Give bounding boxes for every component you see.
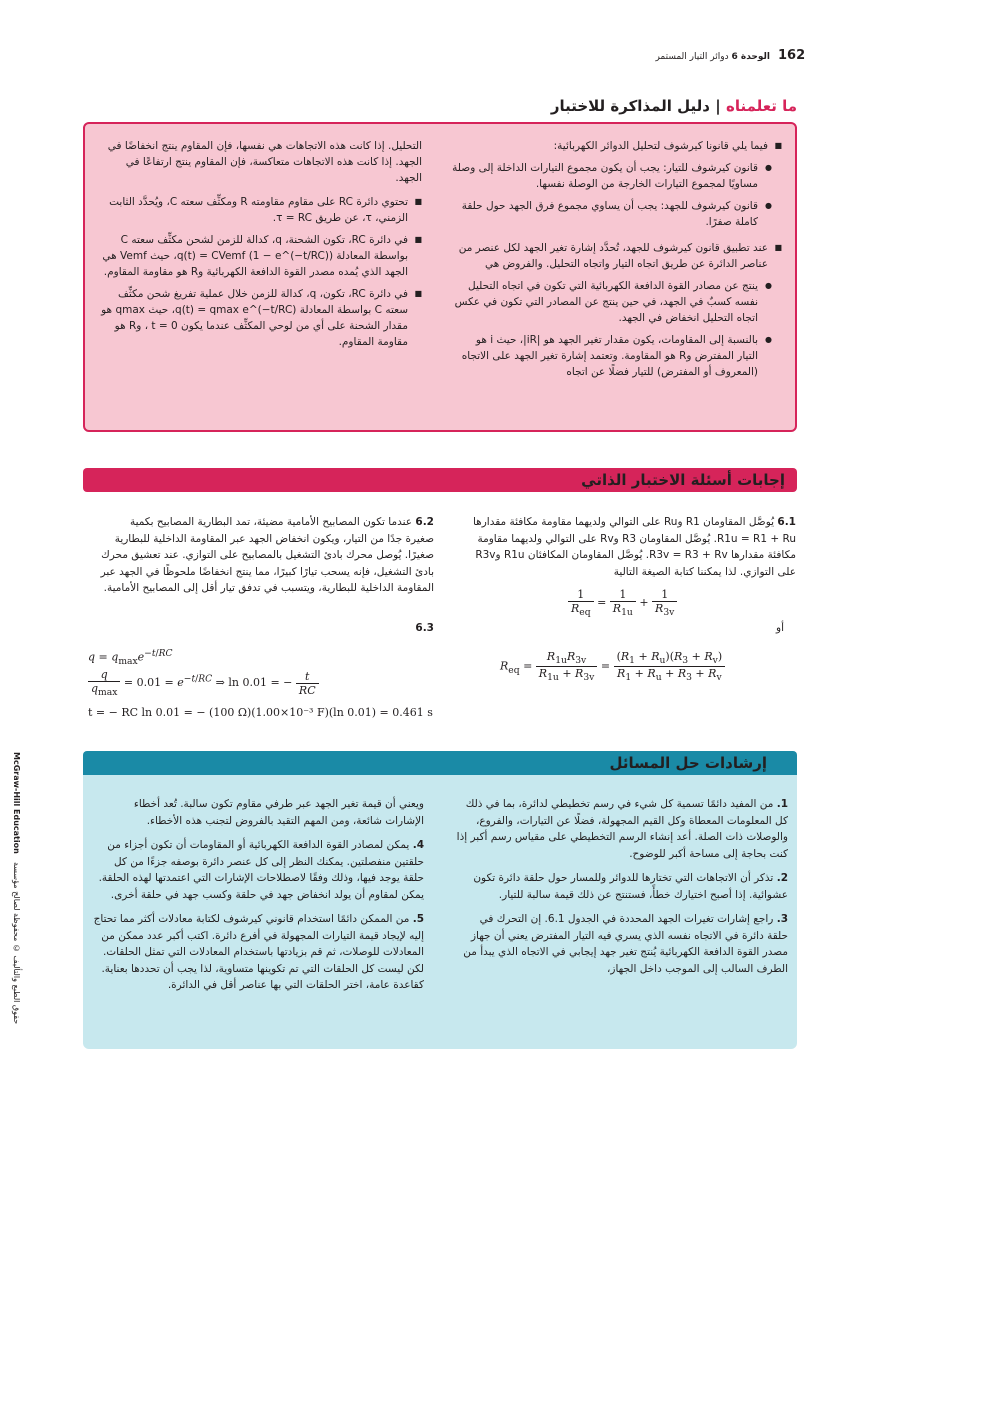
title-separator: |	[715, 97, 721, 115]
study-bullet-emf: ● ينتج عن مصادر القوة الدافعة الكهربائية التي تكون في اتجاه التحليل نفسه كسبٌ في الجهد، في حين ينتج عن المصادر التي تكون في عكس اتجاه التحليل انخفاض في الجهد.	[452, 278, 772, 326]
answer-6-1-text: يُوصَّل المقاومان R1 وRu على التوالي ولديهما مقاومة مكافئة مقدارها R1u = R1 + Ru. يُوصَّل المقاومان R3 وRv على التوالي ولديهما مقاومة مكافئة مقدارها R3v = R3 + Rv. يُوصَّل المقاومان المكافئان R1u وR3v على التوازي. لذا يمكننا كتابة الصيغة التالية	[472, 516, 796, 578]
tip-4-number: 4.	[412, 839, 424, 851]
equation-time: t = − RC ln 0.01 = − (100 Ω)(1.00×10⁻³ F)(ln 0.01) = 0.461 s	[88, 706, 433, 719]
answer-6-3-label: 6.3	[415, 622, 434, 634]
tips-right-column	[456, 796, 788, 977]
study-bullet-current-law: ● قانون كيرشوف للتيار: يجب أن يكون مجموع التيارات الداخلة إلى وصلة مساويًا لمجموع التيارات الخارجة من الوصلة نفسها.	[452, 160, 772, 192]
tip-3	[456, 911, 788, 977]
tip-5-text: من الممكن دائمًا استخدام قانوني كيرشوف لكتابة معادلات أكثر مما تحتاج إليه لإيجاد قيمة التيارات المجهولة في أفرع دائرة. اكتب أكبر عدد ممكن من المعادلات للوصلات، ثم قم بزيادتها باستخدام المعادلات التي تمثل الحلقات. لكن ليست كل الحلقات التي تم تكوينها متساوية، لذا يجب أن تحددها بعناية. كقاعدة عامة، اختر الحلقات التي بها عناصر أقل في الدائرة.	[93, 913, 424, 991]
unit-label: الوحدة 6	[731, 52, 770, 62]
study-item-rc-circuit: ■ تحتوي دائرة RC على مقاوم مقاومته R ومكثِّف سعته C، ويُحدَّد الثابت الزمني، τ، عن طريق τ = RC.	[98, 194, 422, 226]
tip-3-text: راجع إشارات تغيرات الجهد المحددة في الجدول 6.1. إن التحرك في حلقة دائرة في الاتجاه نفسه الذي يسري فيه التيار المفترض يعني أن جهاز مصدر القوة الدافعة الكهربائية يُنتج تغير جهد إيجابي في الاتجاه الذي يبدأ من الطرف السالب إلى الموجب داخل الجهاز،	[463, 913, 788, 975]
running-header	[600, 52, 770, 62]
study-item-rc-discharging: ■ في دائرة RC، تكون، q، كدالة للزمن خلال عملية تفريغ شحن مكثِّف سعته C بواسطة المعادلة q(t) = qmax e^(−t/RC)، حيث qmax هو مقدار الشحنة على أي من لوحي المكثِّف عندما يكون t = 0 ، وR هو مقاومة المقاوم.	[98, 286, 422, 350]
study-continuation: التحليل. إذا كانت هذه الاتجاهات هي نفسها، فإن المقاوم ينتج انخفاضًا في الجهد. إذا كانت هذه الاتجاهات متعاكسة، فإن المقاوم ينتج ارتفاعًا في الجهد.	[107, 140, 422, 184]
study-bullet-voltage-law: ● قانون كيرشوف للجهد: يجب أن يساوي مجموع فرق الجهد حول حلقة كاملة صفرًا.	[452, 198, 772, 230]
equation-req-sum: 1 $R_{eq}$ = $\frac{1}{R_{1u}}$ + $\frac{1}{R_{3v}}$	[568, 588, 677, 618]
or-label: أو	[776, 622, 784, 634]
publisher-name: McGraw-Hill Education	[12, 752, 21, 854]
tip-2-text: تذكر أن الاتجاهات التي تختارها للدوائر وللمسار حول حلقة دائرة تكون عشوائية. إذا أصبح اختيارك خطأً، فستنتج عن ذلك قيمة سالبة للتيار.	[473, 872, 788, 901]
unit-title: دوائر التيار المستمر	[655, 52, 729, 62]
study-guide-title-red: ما تعلمناه	[725, 97, 797, 115]
tip-5-number: 5.	[412, 913, 424, 925]
tip-3-continuation: ويعني أن قيمة تغير الجهد عبر طرفي مقاوم تكون سالبة. تُعد أخطاء الإشارات شائعة، ومن المهم التقيد بالفروض لتجنب هذه الأخطاء.	[133, 798, 424, 827]
study-item-rc-charging: ■ في دائرة RC، تكون الشحنة، q، كدالة للزمن لشحن مكثِّف سعته C بواسطة المعادلة q(t) = CVemf (1 − e^(−t/RC))، حيث Vemf هي الجهد الذي يُمده مصدر القوة الدافعة الكهربائية وR هو مقاومة المقاوم.	[98, 232, 422, 280]
equation-req-result: $R_{eq}$ = $\frac{R_{1u}R_{3v}}{R_{1u} + R_{3v}}$ = $\frac{(R_1 + R_u)(R_3 + R_v)}{R_1 + R_u + R_3 + R_v}$	[500, 650, 725, 683]
study-item-sign-conventions: ■ عند تطبيق قانون كيرشوف للجهد، تُحدَّد إشارة تغير الجهد لكل عنصر من عناصر الدائرة عن طريق اتجاه التيار واتجاه التحليل. والفروض هي	[452, 240, 782, 272]
tip-2	[456, 870, 788, 903]
tip-1-text: من المفيد دائمًا تسمية كل شيء في رسم تخطيطي لدائرة، بما في ذلك كل المعلومات المعطاة وكل القيم المجهولة، فضلًا عن التيارات، والفروع، والوصلات ذات الصلة. أعد إنشاء الرسم التخطيطي على مقياس رسم أكبر إذا كنت بحاجة إلى مساحة أكبر للوضوح.	[456, 798, 788, 860]
answer-6-1	[468, 514, 796, 580]
study-bullet-resistors: ● بالنسبة إلى المقاومات، يكون مقدار تغير الجهد هو |iR|، حيث i هو التيار المفترض وR هو المقاومة. وتعتمد إشارة تغير الجهد على الاتجاه (المعروف أو المفترض) للتيار فضلًا عن اتجاه	[452, 332, 772, 380]
tips-banner	[83, 751, 797, 775]
side-copyright	[12, 752, 21, 1025]
tip-5	[92, 911, 424, 994]
self-test-title: إجابات أسئلة الاختبار الذاتي	[581, 471, 785, 489]
tip-2-number: 2.	[776, 872, 788, 884]
tip-3-number: 3.	[776, 913, 788, 925]
tip-1-number: 1.	[776, 798, 788, 810]
equation-discharge: $q = q_{max}e^{-t/RC}$	[88, 648, 173, 667]
study-guide-title-black: دليل المذاكرة للاختبار	[550, 97, 711, 115]
copyright-text: حقوق الطبع والتأليف © محفوظة لصالح مؤسسة	[12, 862, 21, 1025]
tip-4	[92, 837, 424, 903]
study-item-kirchhoff: ■ فيما يلي قانونا كيرشوف لتحليل الدوائر الكهربائية:	[452, 138, 782, 154]
answer-6-2	[100, 514, 434, 597]
study-guide-left-column	[98, 138, 422, 356]
answer-6-2-text: عندما تكون المصابيح الأمامية مضيئة، تمد البطارية المصابيح بكمية صغيرة جدًا من التيار، ويكون انخفاض الجهد عبر المقاومة الداخلية للبطارية صغيرًا. يُوصل محرك بادئ التشغيل بالمصابيح على التوازي. عند تعشيق محرك بادئ التشغيل، فإنه يسحب تيارًا كبيرًا، مما ينتج انخفاضًا ملحوظًا في الجهد عبر المقاومة الداخلية للبطارية، ويتسبب في تدفق تيار أقل إلى المصابيح الأمامية.	[100, 516, 434, 594]
page-number: 162	[778, 48, 806, 63]
study-guide-title	[551, 97, 797, 115]
tip-1	[456, 796, 788, 862]
tips-left-column	[92, 796, 424, 994]
tip-4-text: يمكن لمصادر القوة الدافعة الكهربائية أو المقاومات أن تكون أجزاء من حلقتين منفصلتين. يمكنك النظر إلى كل عنصر دائرة بوصفه جزءًا من كل حلقة يوجد فيها، وذلك وفقًا لاصطلاحات الإشارات التي اعتمدتها لهذه الحلقة. يمكن لمقاوم أن يولد انخفاض جهد في حلقة وكسب جهد في حلقة أخرى.	[98, 839, 424, 901]
answer-6-3-number	[380, 620, 434, 637]
answer-6-1-number: 6.1	[777, 516, 796, 528]
equation-ratio: q $q_{max}$ = $0.01 = e^{-t/RC}$ ⇒ ln 0.01 = − $\frac{t}{RC}$	[88, 668, 319, 698]
answer-6-2-number: 6.2	[415, 516, 434, 528]
study-guide-right-column	[452, 138, 782, 386]
tips-title: إرشادات حل المسائل	[609, 754, 767, 772]
self-test-banner	[83, 468, 797, 492]
